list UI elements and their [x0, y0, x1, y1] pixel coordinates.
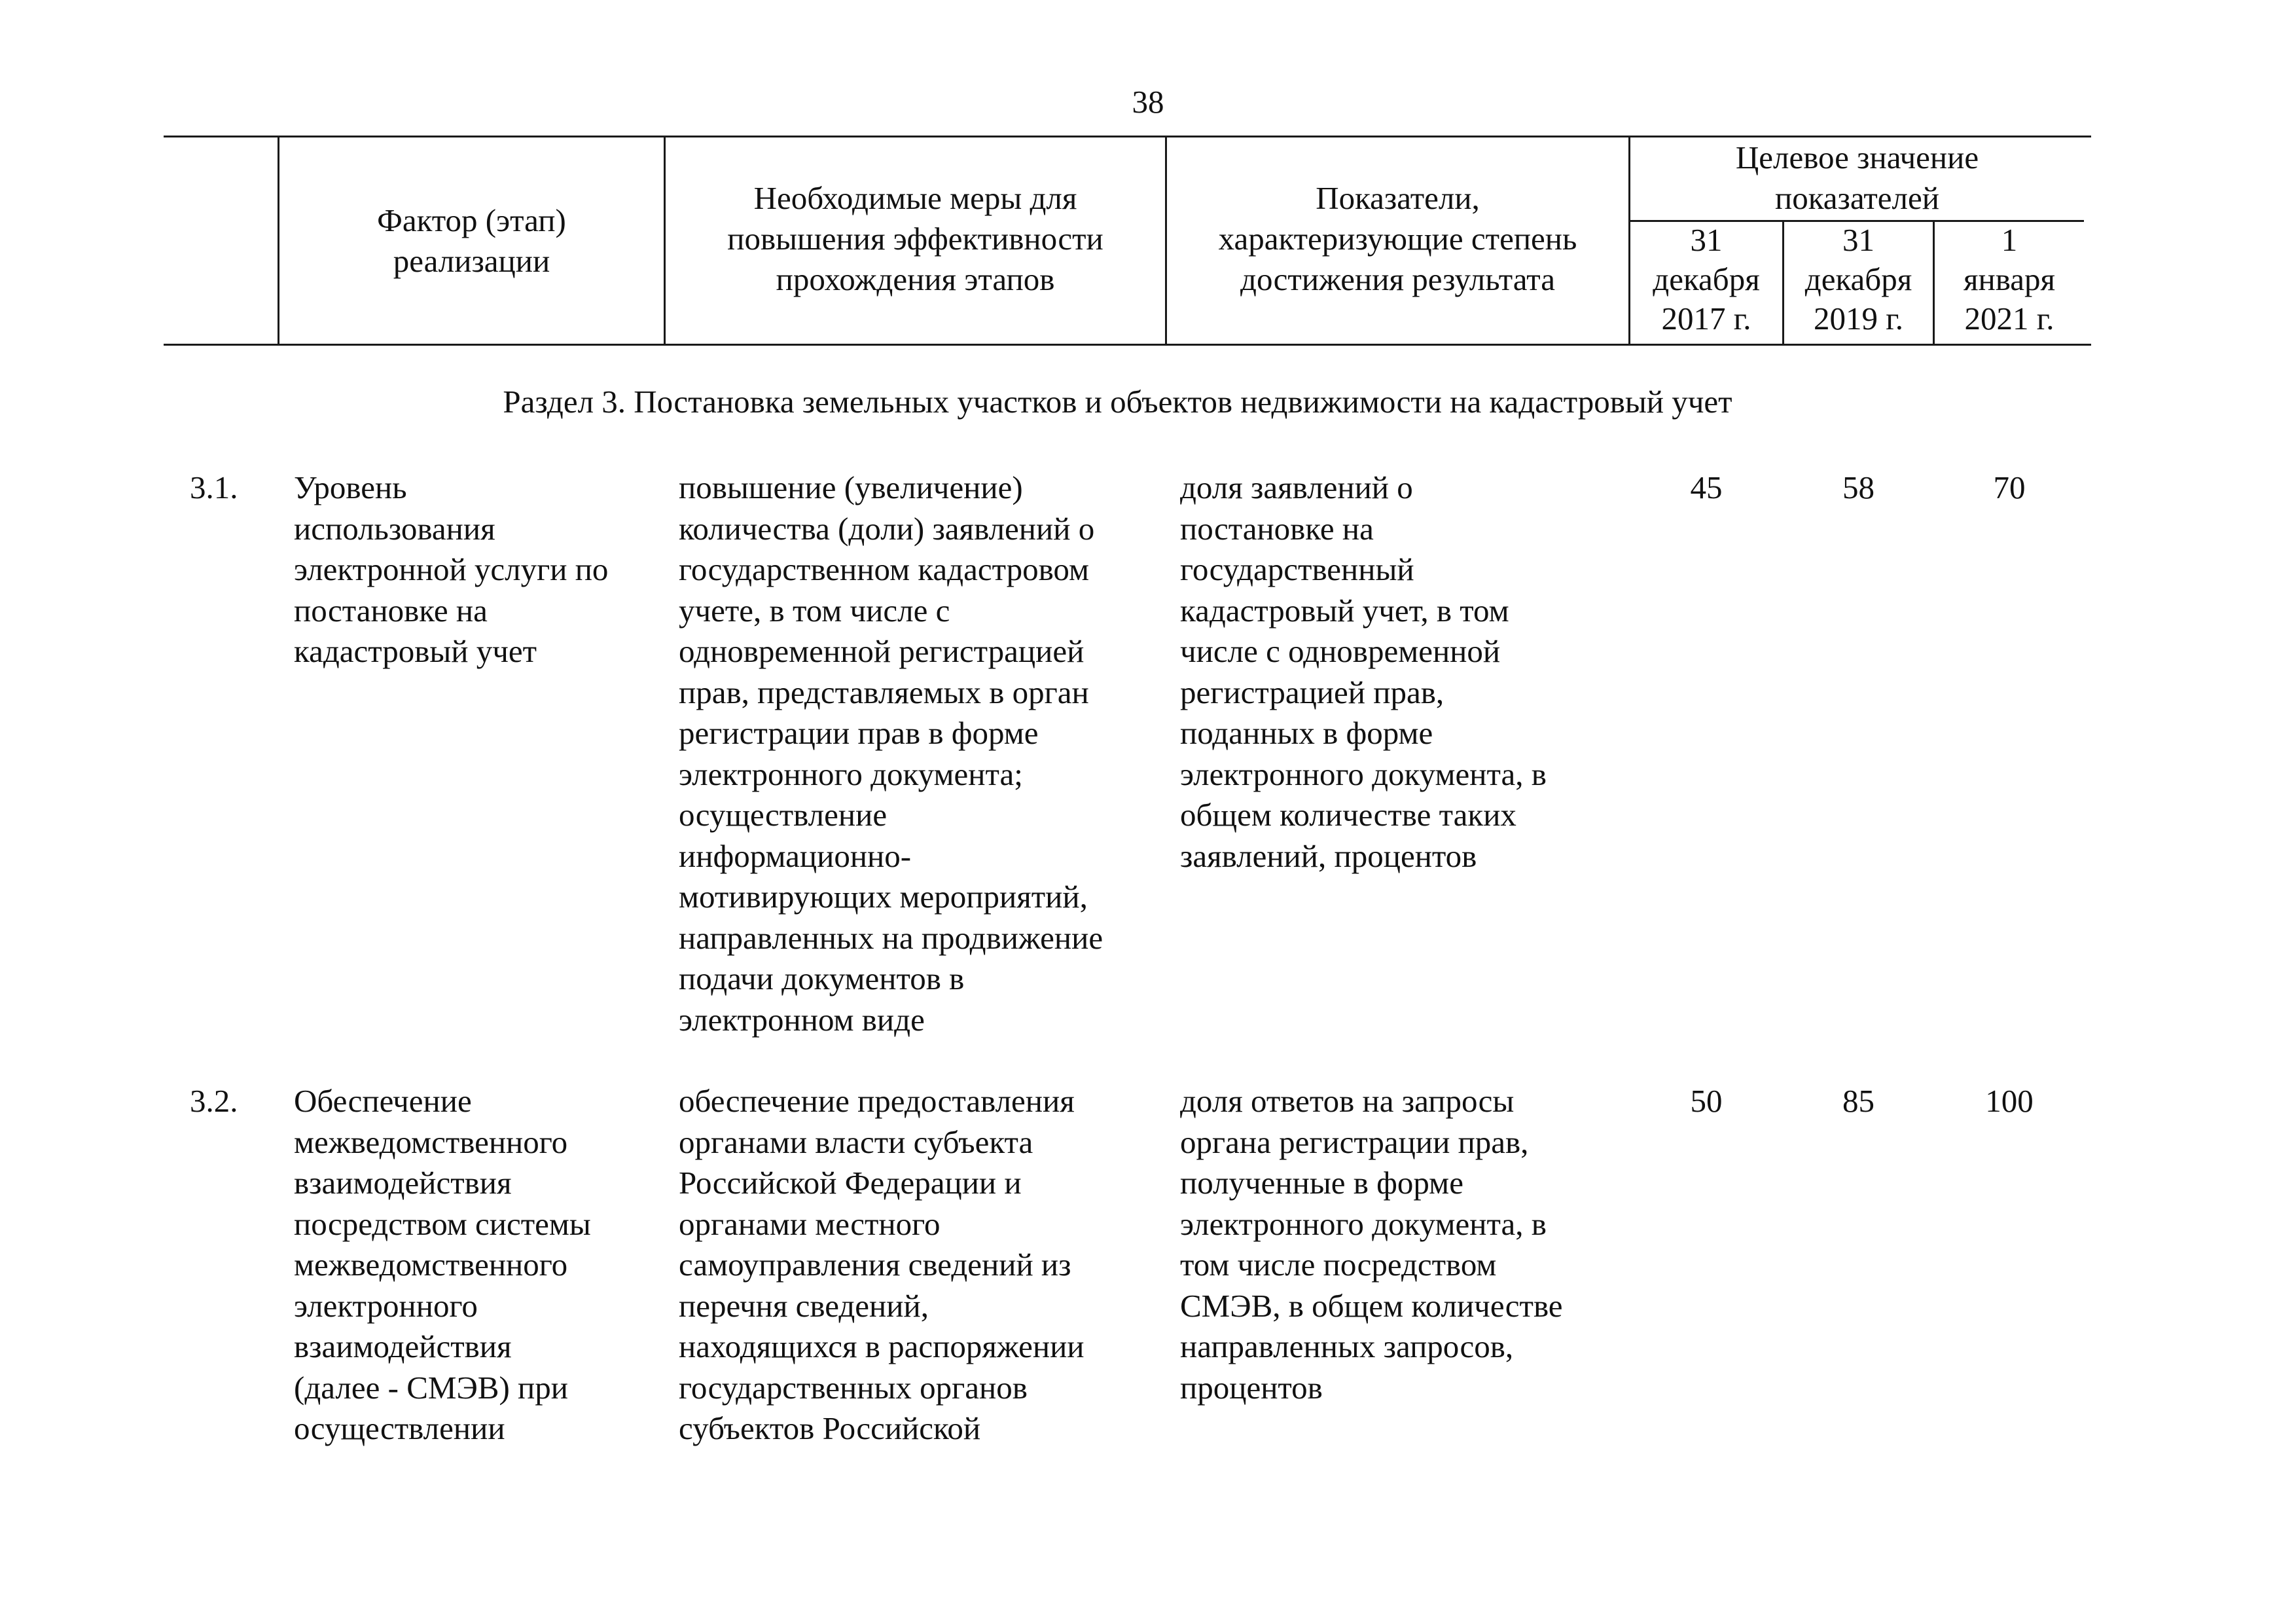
header-date-2017: 31 декабря 2017 г. [1653, 222, 1760, 337]
row-factor: Уровень использования электронной услуги по постановке на кадастровый учет [294, 469, 609, 669]
header-factor: Фактор (этап) реализации [377, 202, 566, 279]
header-date-2019: 31 декабря 2019 г. [1804, 222, 1912, 337]
row-value-2017: 50 [1690, 1083, 1723, 1119]
row-indicators: доля заявлений о постановке на государственный кадастровый учет, в том числе с одновременной регистрацией прав, поданных в форме электронного документа, в общем количестве таких заявлений, процентов [1180, 469, 1547, 874]
row-value-2019: 85 [1842, 1083, 1874, 1119]
row-measures: повышение (увеличение) количества (доли) заявлений о государственном кадастровом учете, в том числе с одновременной регистрацией прав, представляемых в орган регистрации прав в форме электронного документа; осуществление информационно- мотивирующих мероприятий, направленных на продвижение подачи документов в электронном виде [679, 469, 1103, 1038]
header-bottom-border [164, 344, 2091, 346]
header-indicators: Показатели, характеризующие степень достижения результата [1218, 180, 1577, 297]
row-value-2021: 100 [1985, 1083, 2034, 1119]
row-number: 3.2. [190, 1083, 238, 1119]
row-number: 3.1. [190, 469, 238, 505]
header-measures: Необходимые меры для повышения эффективности прохождения этапов [727, 180, 1103, 297]
row-value-2021: 70 [1993, 469, 2026, 505]
header-target: Целевое значение показателей [1735, 139, 1979, 216]
header-date-2021: 1 января 2021 г. [1963, 222, 2056, 337]
row-value-2017: 45 [1690, 469, 1723, 505]
section-title: Раздел 3. Постановка земельных участков и объектов недвижимости на кадастровый учет [503, 384, 1732, 420]
row-value-2019: 58 [1842, 469, 1874, 505]
row-measures: обеспечение предоставления органами власти субъекта Российской Федерации и органами местного самоуправления сведений из перечня сведений, находящихся в распоряжении государственных органов субъектов Российской [679, 1083, 1085, 1446]
row-factor: Обеспечение межведомственного взаимодействия посредством системы межведомственного электронного взаимодействия (далее - СМЭВ) при осуществлении [294, 1083, 591, 1446]
row-indicators: доля ответов на запросы органа регистрации прав, полученные в форме электронного документа, в том числе посредством СМЭВ, в общем количестве направленных запросов, процентов [1180, 1083, 1563, 1406]
page-number: 38 [1132, 84, 1164, 120]
